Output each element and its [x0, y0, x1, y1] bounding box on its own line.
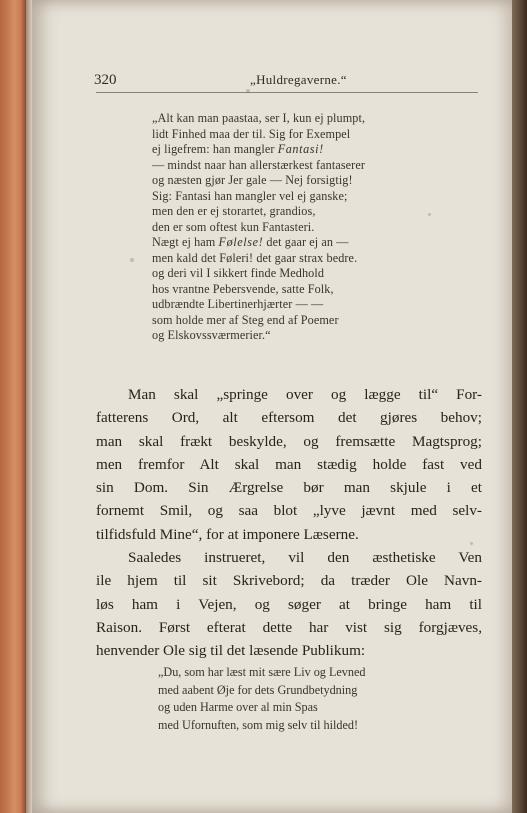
- closing-poem-line: med aabent Øje for dets Grundbetydning: [158, 682, 358, 697]
- prose-line: ile hjem til sit Skrivebord; da træder Ole Navn-: [96, 572, 482, 590]
- poem-line: Nægt ej ham Følelse! det gaar ej an —: [152, 235, 349, 249]
- closing-poem-line: „Du, som har læst mit sære Liv og Levned: [158, 665, 366, 679]
- poem-line: men kald det Føleri! det gaar strax bedre.: [152, 250, 358, 265]
- page-number: 320: [94, 72, 117, 88]
- prose-line: fornemt Smil, og saa blot „lyve jævnt med selv-: [96, 502, 482, 520]
- page-stack-edge: [512, 0, 527, 813]
- foxing-spot: [428, 213, 431, 216]
- poem-line: og næsten gjør Jer gale — Nej forsigtig!: [152, 173, 353, 187]
- poem-line: hos vrantne Pebersvende, satte Folk,: [152, 281, 334, 296]
- poem-line: udbrændte Libertinerhjærter — —: [152, 297, 324, 311]
- poem-line: lidt Finhed maa der til. Sig for Exempel: [152, 126, 351, 141]
- closing-poem-block: [158, 664, 458, 734]
- poem-line: og deri vil I sikkert finde Medhold: [152, 266, 325, 280]
- foxing-spot: [470, 542, 473, 545]
- poem-line: „Alt kan man paastaa, ser I, kun ej plumpt,: [152, 111, 366, 125]
- header-rule: [96, 92, 478, 93]
- closing-poem-line: og uden Harme over al min Spas: [158, 700, 318, 714]
- foxing-spot: [246, 89, 250, 93]
- foxing-spot: [130, 258, 134, 262]
- closing-poem-line: med Ufornuften, som mig selv til hilded!: [158, 717, 359, 732]
- book-spine: [0, 0, 26, 813]
- poem-line: ej ligefrem: han mangler Fantasi!: [152, 142, 324, 156]
- poem-line: som holde mer af Steg end af Poemer: [152, 312, 339, 327]
- prose-line: løs ham i Vejen, og søger at bringe ham til: [96, 595, 482, 613]
- prose-line: fatterens Ord, alt eftersom det gjøres behov;: [96, 409, 482, 427]
- prose-line: sin Dom. Sin Ærgrelse bør man skjule i et: [96, 479, 482, 497]
- poem-line: men den er ej storartet, grandios,: [152, 204, 316, 218]
- prose-block: [96, 383, 482, 663]
- prose-line: man skal frækt beskylde, og fremsætte Magtsprog;: [96, 432, 482, 450]
- prose-line: tilfidsfuld Mine“, for at imponere Læserne.: [96, 525, 359, 543]
- poem-block: [152, 111, 462, 344]
- prose-line: Raison. Først efterat dette har vist sig forgjæves,: [96, 618, 482, 636]
- prose-line: henvender Ole sig til det læsende Publikum:: [96, 642, 366, 660]
- prose-line: Man skal „springe over og lægge til“ For-: [128, 386, 482, 403]
- poem-line: og Elskovssværmerier.“: [152, 328, 271, 342]
- prose-line: men fremfor Alt skal man stædig holde fast ved: [96, 455, 482, 473]
- poem-line: Sig: Fantasi han mangler vel ej ganske;: [152, 188, 348, 203]
- poem-line: den er som oftest kun Fantasteri.: [152, 219, 315, 234]
- emphasis-text: Følelse!: [218, 235, 264, 249]
- emphasis-text: Fantasi!: [277, 142, 324, 156]
- prose-line: Saaledes instrueret, vil den æsthetiske Ven: [128, 549, 482, 567]
- poem-line: — mindst naar han allerstærkest fantaserer: [152, 157, 366, 172]
- running-head: „Huldregaverne.“: [250, 72, 347, 87]
